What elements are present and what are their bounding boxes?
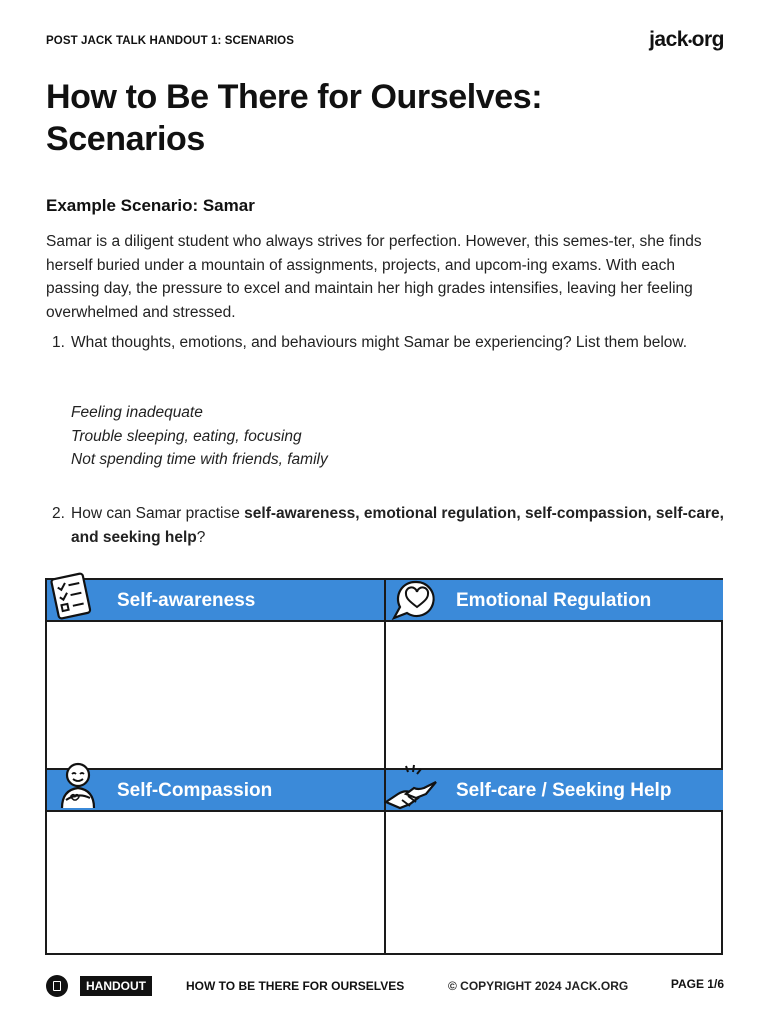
title-line-2: Scenarios bbox=[46, 120, 205, 158]
logo-main: jack bbox=[649, 28, 688, 51]
self-compassion-answer-area[interactable] bbox=[47, 812, 384, 953]
self-care-label: Self-care / Seeking Help bbox=[456, 780, 672, 801]
jack-logo[interactable] bbox=[649, 28, 724, 52]
footer-title: HOW TO BE THERE FOR OURSELVES bbox=[186, 979, 405, 993]
emotional-regulation-label: Emotional Regulation bbox=[456, 590, 652, 611]
self-hug-icon bbox=[52, 760, 106, 814]
footer bbox=[0, 975, 770, 999]
header-label: POST JACK TALK HANDOUT 1: SCENARIOS bbox=[46, 35, 294, 47]
question-1-answers bbox=[71, 401, 328, 472]
question-2-prefix: How can Samar practise bbox=[71, 505, 245, 522]
question-1-number: 1. bbox=[52, 334, 65, 351]
scenario-paragraph: Samar is a diligent student who always strives for perfection. However, this semes-ter, she finds herself buried under a mountain of assignments, projects, and upcom-ing exams. With each passing day, the pressure to excel and maintain her high grades intensifies, leaving her feeling overwhelmed and stressed. bbox=[46, 233, 702, 321]
answer-item: Trouble sleeping, eating, focusing bbox=[71, 427, 302, 445]
logo-dot: • bbox=[687, 34, 692, 48]
page-number: PAGE 1/6 bbox=[670, 977, 724, 991]
answer-item: Feeling inadequate bbox=[71, 404, 203, 421]
self-awareness-answer-area[interactable] bbox=[47, 622, 384, 768]
question-2-number: 2. bbox=[52, 505, 65, 522]
handout-doc-icon bbox=[46, 975, 68, 997]
checklist-icon bbox=[44, 570, 98, 624]
question-1 bbox=[52, 331, 732, 355]
question-2-bold: self-awareness, emotional regulation, self-compassion, self-care, and seeking help bbox=[71, 505, 724, 546]
answer-item: Not spending time with friends, family bbox=[71, 451, 328, 468]
footer-copyright: © COPYRIGHT 2024 JACK.ORG bbox=[448, 979, 629, 993]
logo-tld: org bbox=[691, 28, 724, 51]
scenario-heading: Example Scenario: Samar bbox=[46, 196, 255, 215]
self-care-answer-area[interactable] bbox=[386, 812, 723, 953]
helping-hands-icon bbox=[384, 762, 438, 816]
question-2 bbox=[52, 502, 732, 549]
title-line-1: How to Be There for Ourselves: bbox=[46, 78, 543, 116]
self-compassion-label: Self-Compassion bbox=[117, 780, 273, 801]
handout-badge: HANDOUT bbox=[80, 976, 152, 996]
question-2-text bbox=[71, 502, 732, 549]
page-title bbox=[46, 76, 726, 160]
question-1-text: What thoughts, emotions, and behaviours might Samar be experiencing? List them below. bbox=[71, 334, 688, 351]
question-2-suffix: ? bbox=[196, 528, 206, 546]
heart-speech-bubble-icon bbox=[386, 574, 440, 628]
emotional-regulation-answer-area[interactable] bbox=[386, 622, 723, 768]
self-awareness-label: Self-awareness bbox=[117, 590, 256, 611]
